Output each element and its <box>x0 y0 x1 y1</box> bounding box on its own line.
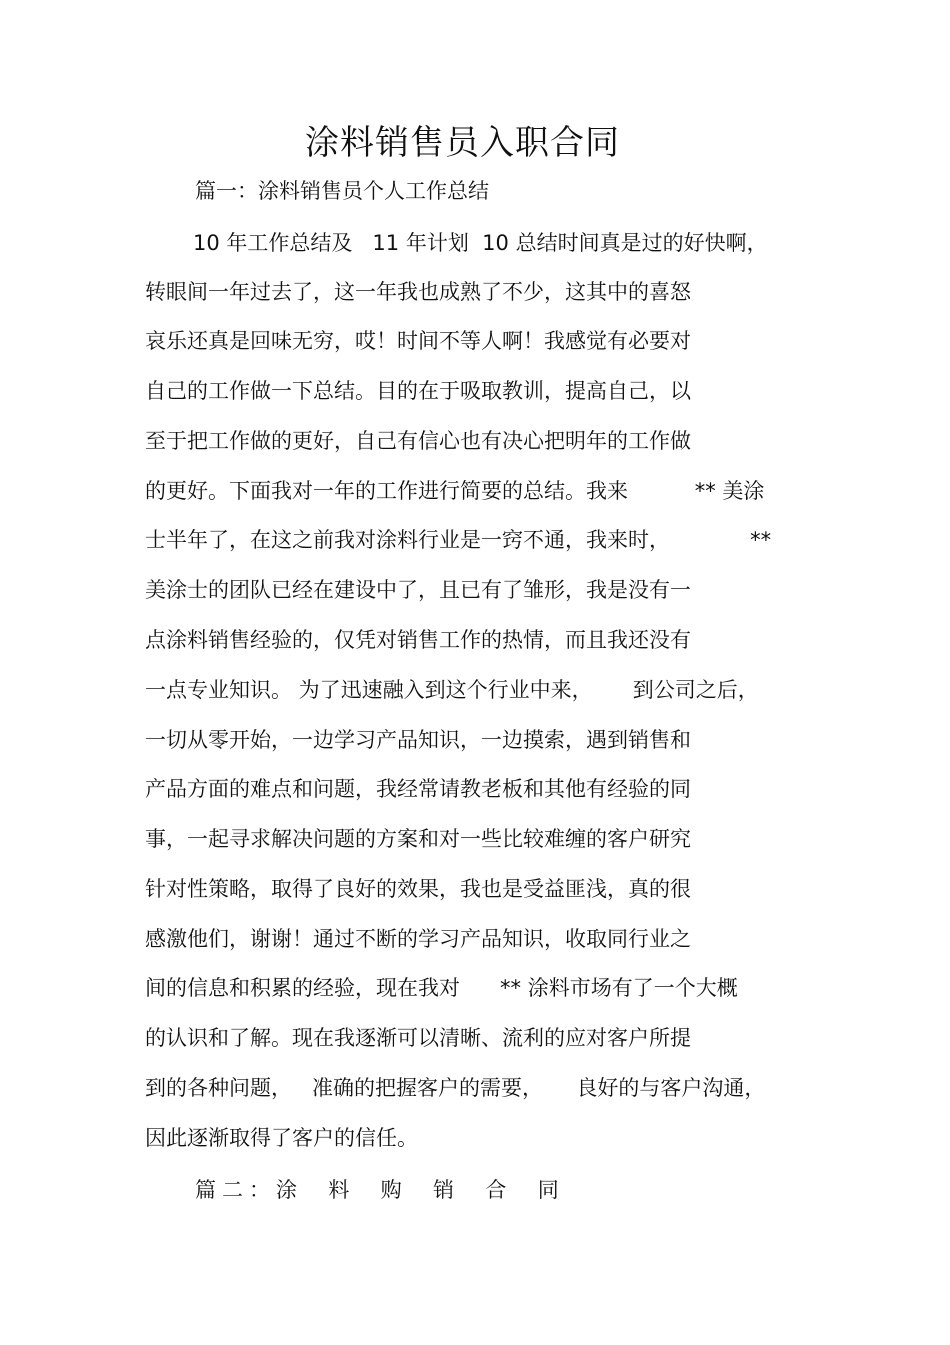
document-title: 涂料销售员入职合同 <box>305 123 620 163</box>
paragraph-line: 事，一起寻求解决问题的方案和对一些比较难缠的客户研究 <box>145 827 691 851</box>
paragraph-line: 产品方面的难点和问题，我经常请教老板和其他有经验的同 <box>145 777 691 801</box>
section-heading: 篇二：涂 料 购 销 合 同 <box>195 1178 565 1202</box>
paragraph-line: 针对性策略，取得了良好的效果，我也是受益匪浅，真的很 <box>145 877 691 901</box>
paragraph-line: 的认识和了解。现在我逐渐可以清晰、流利的应对客户所提 <box>145 1026 691 1050</box>
paragraph-line: 10 年工作总结及 11 年计划 10 总结时间真是过的好快啊， <box>193 231 768 255</box>
paragraph-line: 点涂料销售经验的，仅凭对销售工作的热情，而且我还没有 <box>145 628 691 652</box>
paragraph-line: 哀乐还真是回味无穷，哎！时间不等人啊！我感觉有必要对 <box>145 329 691 353</box>
paragraph-line: 自己的工作做一下总结。目的在于吸取教训，提高自己，以 <box>145 379 691 403</box>
paragraph-line: 一点专业知识。 为了迅速融入到这个行业中来， 到公司之后， <box>145 678 759 702</box>
section-heading: 篇一：涂料销售员个人工作总结 <box>195 179 489 203</box>
paragraph-line: 至于把工作做的更好，自己有信心也有决心把明年的工作做 <box>145 429 691 453</box>
paragraph-line: 间的信息和积累的经验，现在我对 ** 涂料市场有了一个大概 <box>145 976 738 1000</box>
paragraph-line: 到的各种问题， 准确的把握客户的需要， 良好的与客户沟通， <box>145 1076 766 1100</box>
paragraph-line: 士半年了，在这之前我对涂料行业是一窍不通，我来时， ** <box>145 528 772 552</box>
paragraph-line: 感激他们，谢谢！通过不断的学习产品知识，收取同行业之 <box>145 927 691 951</box>
paragraph-line: 转眼间一年过去了，这一年我也成熟了不少，这其中的喜怒 <box>145 280 691 304</box>
paragraph-line: 一切从零开始，一边学习产品知识，一边摸索，遇到销售和 <box>145 728 691 752</box>
paragraph-line: 的更好。下面我对一年的工作进行简要的总结。我来 ** 美涂 <box>145 479 765 503</box>
paragraph-line: 美涂士的团队已经在建设中了，且已有了雏形，我是没有一 <box>145 578 691 602</box>
paragraph-line: 因此逐渐取得了客户的信任。 <box>145 1126 418 1150</box>
